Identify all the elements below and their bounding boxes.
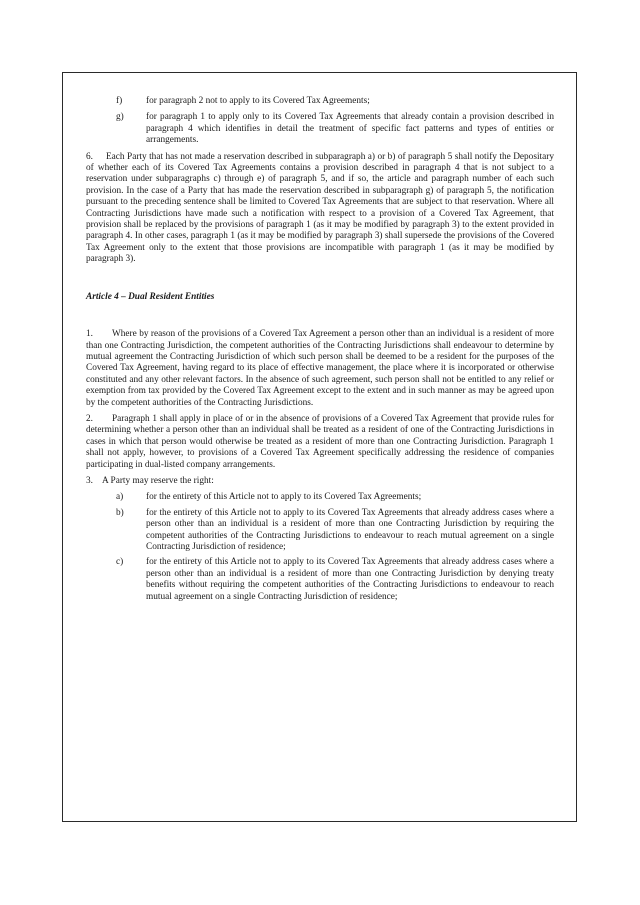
list-marker: f): [116, 96, 123, 106]
reservation-item-c: [116, 557, 554, 603]
reservation-item-a: [116, 492, 554, 503]
list-item-g: [116, 112, 554, 146]
article-paragraph-2: [86, 414, 554, 471]
article-paragraph-3: [86, 476, 554, 487]
paragraph-text: Where by reason of the provisions of a Covered Tax Agreement a person other than an individual is a resident of more than one Contracting Jurisdiction, the competent authorities of the Contracting Jurisdictions shall endeavour to determine by mutual agreement the Contracting Jurisdiction of which such person shall be deemed to be a resident for the purposes of the Covered Tax Agreement, having regard to its place of effective management, the place where it is incorporated or otherwise constituted and any other relevant factors. In the absence of such agreement, such person shall not be entitled to any relief or exemption from tax provided by the Covered Tax Agreement except to the extent and in such manner as may be agreed upon by the competent authorities of the Contracting Jurisdictions.: [86, 329, 554, 408]
paragraph-number: 1.: [86, 329, 93, 340]
paragraph-number: 6.: [86, 151, 93, 162]
paragraph-text: Each Party that has not made a reservation described in subparagraph a) or b) of paragraph 5 shall notify the Depositary of whether each of its Covered Tax Agreements contains a provision described in paragraph 4 that is not subject to a reservation under subparagraphs c) through e) of paragraph 5, and if so, the article and paragraph number of each such provision. In the case of a Party that has made the reservation described in subparagraph g) of paragraph 5, the notification pursuant to the preceding sentence shall be limited to Covered Tax Agreements that are subject to that reservation. Where all Contracting Jurisdictions have made such a notification with respect to a provision of a Covered Tax Agreement, that provision shall be replaced by the provisions of paragraph 1 (as it may be modified by paragraph 3) to the extent provided in paragraph 4. In other cases, paragraph 1 (as it may be modified by paragraph 3) shall supersede the provisions of the Covered Tax Agreement only to the extent that those provisions are incompatible with paragraph 1 (as it may be modified by paragraph 3).: [86, 151, 554, 265]
list-text: for paragraph 2 not to apply to its Covered Tax Agreements;: [146, 96, 370, 106]
reservation-item-b: [116, 508, 554, 554]
paragraph-number: 3.: [86, 475, 93, 486]
list-item-f: [116, 96, 554, 107]
list-text: for the entirety of this Article not to apply to its Covered Tax Agreements that already address cases where a person other than an individual is a resident of more than one Contracting Jurisdiction by requiring the competent authorities of the Contracting Jurisdictions to endeavour to reach mutual agreement on a single Contracting Jurisdiction of residence;: [146, 507, 554, 552]
paragraph-number: 2.: [86, 413, 93, 424]
list-marker: a): [116, 492, 124, 503]
paragraph-text: Paragraph 1 shall apply in place of or in the absence of provisions of a Covered Tax Agreement that provide rules for determining whether a person other than an individual shall be treated as a resident of one of the Contracting Jurisdictions in cases in which that person would otherwise be treated as a resident of more than one Contracting Jurisdiction. Paragraph 1 shall not apply, however, to provisions of a Covered Tax Agreement specifically addressing the residence of companies participating in dual-listed company arrangements.: [86, 413, 554, 470]
list-marker: g): [116, 112, 124, 123]
document-body: [86, 96, 554, 607]
list-text: for the entirety of this Article not to apply to its Covered Tax Agreements that already address cases where a person other than an individual is a resident of more than one Contracting Jurisdiction by denying treaty benefits without requiring the competent authorities of the Contracting Jurisdictions to endeavour to reach mutual agreement on a single Contracting Jurisdiction of residence;: [146, 557, 554, 602]
list-text: for paragraph 1 to apply only to its Covered Tax Agreements that already contain a provision described in paragraph 4 which identifies in detail the treatment of specific fact patterns and types of entities or arrangements.: [146, 112, 554, 146]
list-text: for the entirety of this Article not to apply to its Covered Tax Agreements;: [146, 492, 422, 503]
article-heading: Article 4 – Dual Resident Entities: [86, 291, 215, 302]
article-paragraph-1: [86, 329, 554, 409]
paragraph-text: A Party may reserve the right:: [102, 475, 214, 486]
list-marker: c): [116, 557, 124, 568]
paragraph-6: [86, 152, 554, 266]
list-marker: b): [116, 507, 124, 518]
